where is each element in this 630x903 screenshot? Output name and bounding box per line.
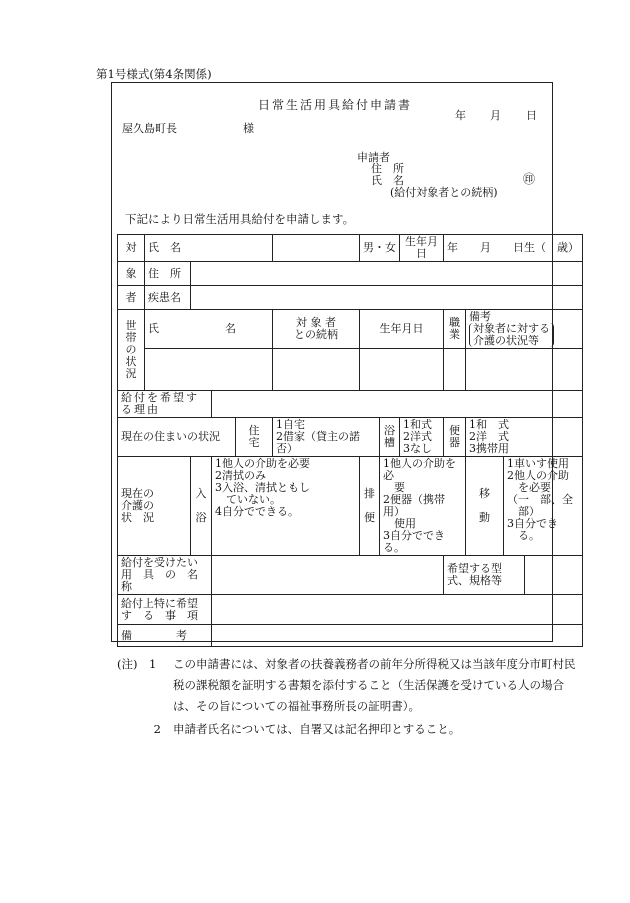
applicant-relation-label: (給付対象者との続柄) <box>390 186 498 199</box>
household-note-label: 備考 対象者に対する 介護の状況等 <box>466 310 583 349</box>
household-name-label: 氏 名 <box>145 310 273 349</box>
application-table <box>117 234 583 647</box>
subject-name-label: 氏 名 <box>145 235 273 262</box>
care-status-bracket: 対象者に対する 介護の状況等 <box>469 323 554 347</box>
note-item <box>117 654 577 717</box>
care-excretion-head: 排 便 <box>360 457 380 556</box>
housing-house-options[interactable]: 1自宅 2借家（貸主の諾否） <box>273 418 380 457</box>
reason-label: 給付を希望する理由 <box>118 391 212 418</box>
intro-text: 下記により日常生活用具給付を申請します。 <box>125 212 355 226</box>
equipment-model-field[interactable] <box>525 556 583 595</box>
note-text: この申請書には、対象者の扶養義務者の前年分所得税又は当該年度分市町村民税の課税額を証明する書類を添付すること（生活保護を受けている人の場合は、その旨についての福祉事務所長の証明書）。 <box>173 657 576 713</box>
care-move-head: 移 動 <box>466 457 504 556</box>
housing-bath-options[interactable]: 1和式 2洋式 3なし <box>400 418 444 457</box>
applicant-address-label: 住 所 <box>371 162 404 175</box>
subject-group-char-2: 象 <box>118 262 145 286</box>
household-note-field[interactable] <box>466 349 583 391</box>
housing-toilet-head: 便 器 <box>444 418 466 457</box>
equipment-model-label: 希望する型 式、規格等 <box>444 556 525 595</box>
note-number: 2 <box>153 722 161 736</box>
care-label: 現在の 介護の 状 況 <box>118 457 191 556</box>
care-excretion-options[interactable]: 1他人の介助を必 要 2便器（携帯用） 使用 3自分でできる。 <box>380 457 466 556</box>
notes-prefix: (注) <box>117 657 138 671</box>
housing-house-head: 住 宅 <box>236 418 273 457</box>
housing-bath-head: 浴 槽 <box>380 418 400 457</box>
note-number: 1 <box>148 657 157 671</box>
subject-dob-label: 生年月日 <box>400 235 444 262</box>
note-item <box>117 719 577 740</box>
date-day: 日 <box>526 109 537 122</box>
care-bath-options[interactable]: 1他人の介助を必要 2清拭のみ 3入浴、清拭ともし ていない。 4自分でできる。 <box>212 457 360 556</box>
household-job-label: 職 業 <box>444 310 466 349</box>
household-name-field[interactable] <box>145 349 273 391</box>
notes-section <box>117 654 577 740</box>
household-relation-label: 対 象 者 との続柄 <box>273 310 360 349</box>
housing-label: 現在の住まいの状況 <box>118 418 236 457</box>
household-dob-label: 生年月日 <box>360 310 444 349</box>
special-label: 給付上特に希望 す る 事 項 <box>118 595 212 625</box>
subject-dob-field[interactable]: 年 月 日生（ 歳） <box>444 235 583 262</box>
care-move-options[interactable]: 1車いす使用 2他人の介助 を必要 （一 部、全 部） 3自分でき る。 <box>504 457 583 556</box>
household-job-field[interactable] <box>444 349 466 391</box>
subject-address-label: 住 所 <box>145 262 191 286</box>
special-field[interactable] <box>212 595 583 625</box>
housing-toilet-options[interactable]: 1和 式 2洋 式 3携帯用 <box>466 418 583 457</box>
subject-disease-field[interactable] <box>191 286 583 310</box>
form-title: 日常生活用具給付申請書 <box>258 98 413 112</box>
household-dob-field[interactable] <box>360 349 444 391</box>
subject-address-field[interactable] <box>191 262 583 286</box>
household-relation-field[interactable] <box>273 349 360 391</box>
subject-name-field[interactable] <box>273 235 360 262</box>
seal-mark: ㊞ <box>523 172 536 186</box>
equipment-field[interactable] <box>212 556 444 595</box>
reason-field[interactable] <box>212 391 583 418</box>
equipment-label: 給付を受けたい 用 具 の 名 称 <box>118 556 212 595</box>
remarks-field[interactable] <box>212 625 583 647</box>
addressee-name: 屋久島町長 <box>122 122 177 135</box>
applicant-label: 申請者 <box>357 151 390 164</box>
care-bath-head: 入 浴 <box>191 457 212 556</box>
remarks-label: 備 考 <box>118 625 212 647</box>
note-text: 申請者氏名については、自署又は記名押印とすること。 <box>173 722 461 736</box>
household-group-label: 世 帯 の 状 況 <box>118 310 145 391</box>
form-number: 第1号様式(第4条関係) <box>96 67 212 81</box>
date-month: 月 <box>490 109 501 122</box>
subject-group-char-1: 対 <box>118 235 145 262</box>
subject-group-char-3: 者 <box>118 286 145 310</box>
addressee-suffix: 様 <box>243 122 254 135</box>
gender-field[interactable]: 男・女 <box>360 235 400 262</box>
applicant-name-label: 氏 名 <box>371 174 404 187</box>
date-year: 年 <box>455 109 466 122</box>
subject-disease-label: 疾患名 <box>145 286 191 310</box>
